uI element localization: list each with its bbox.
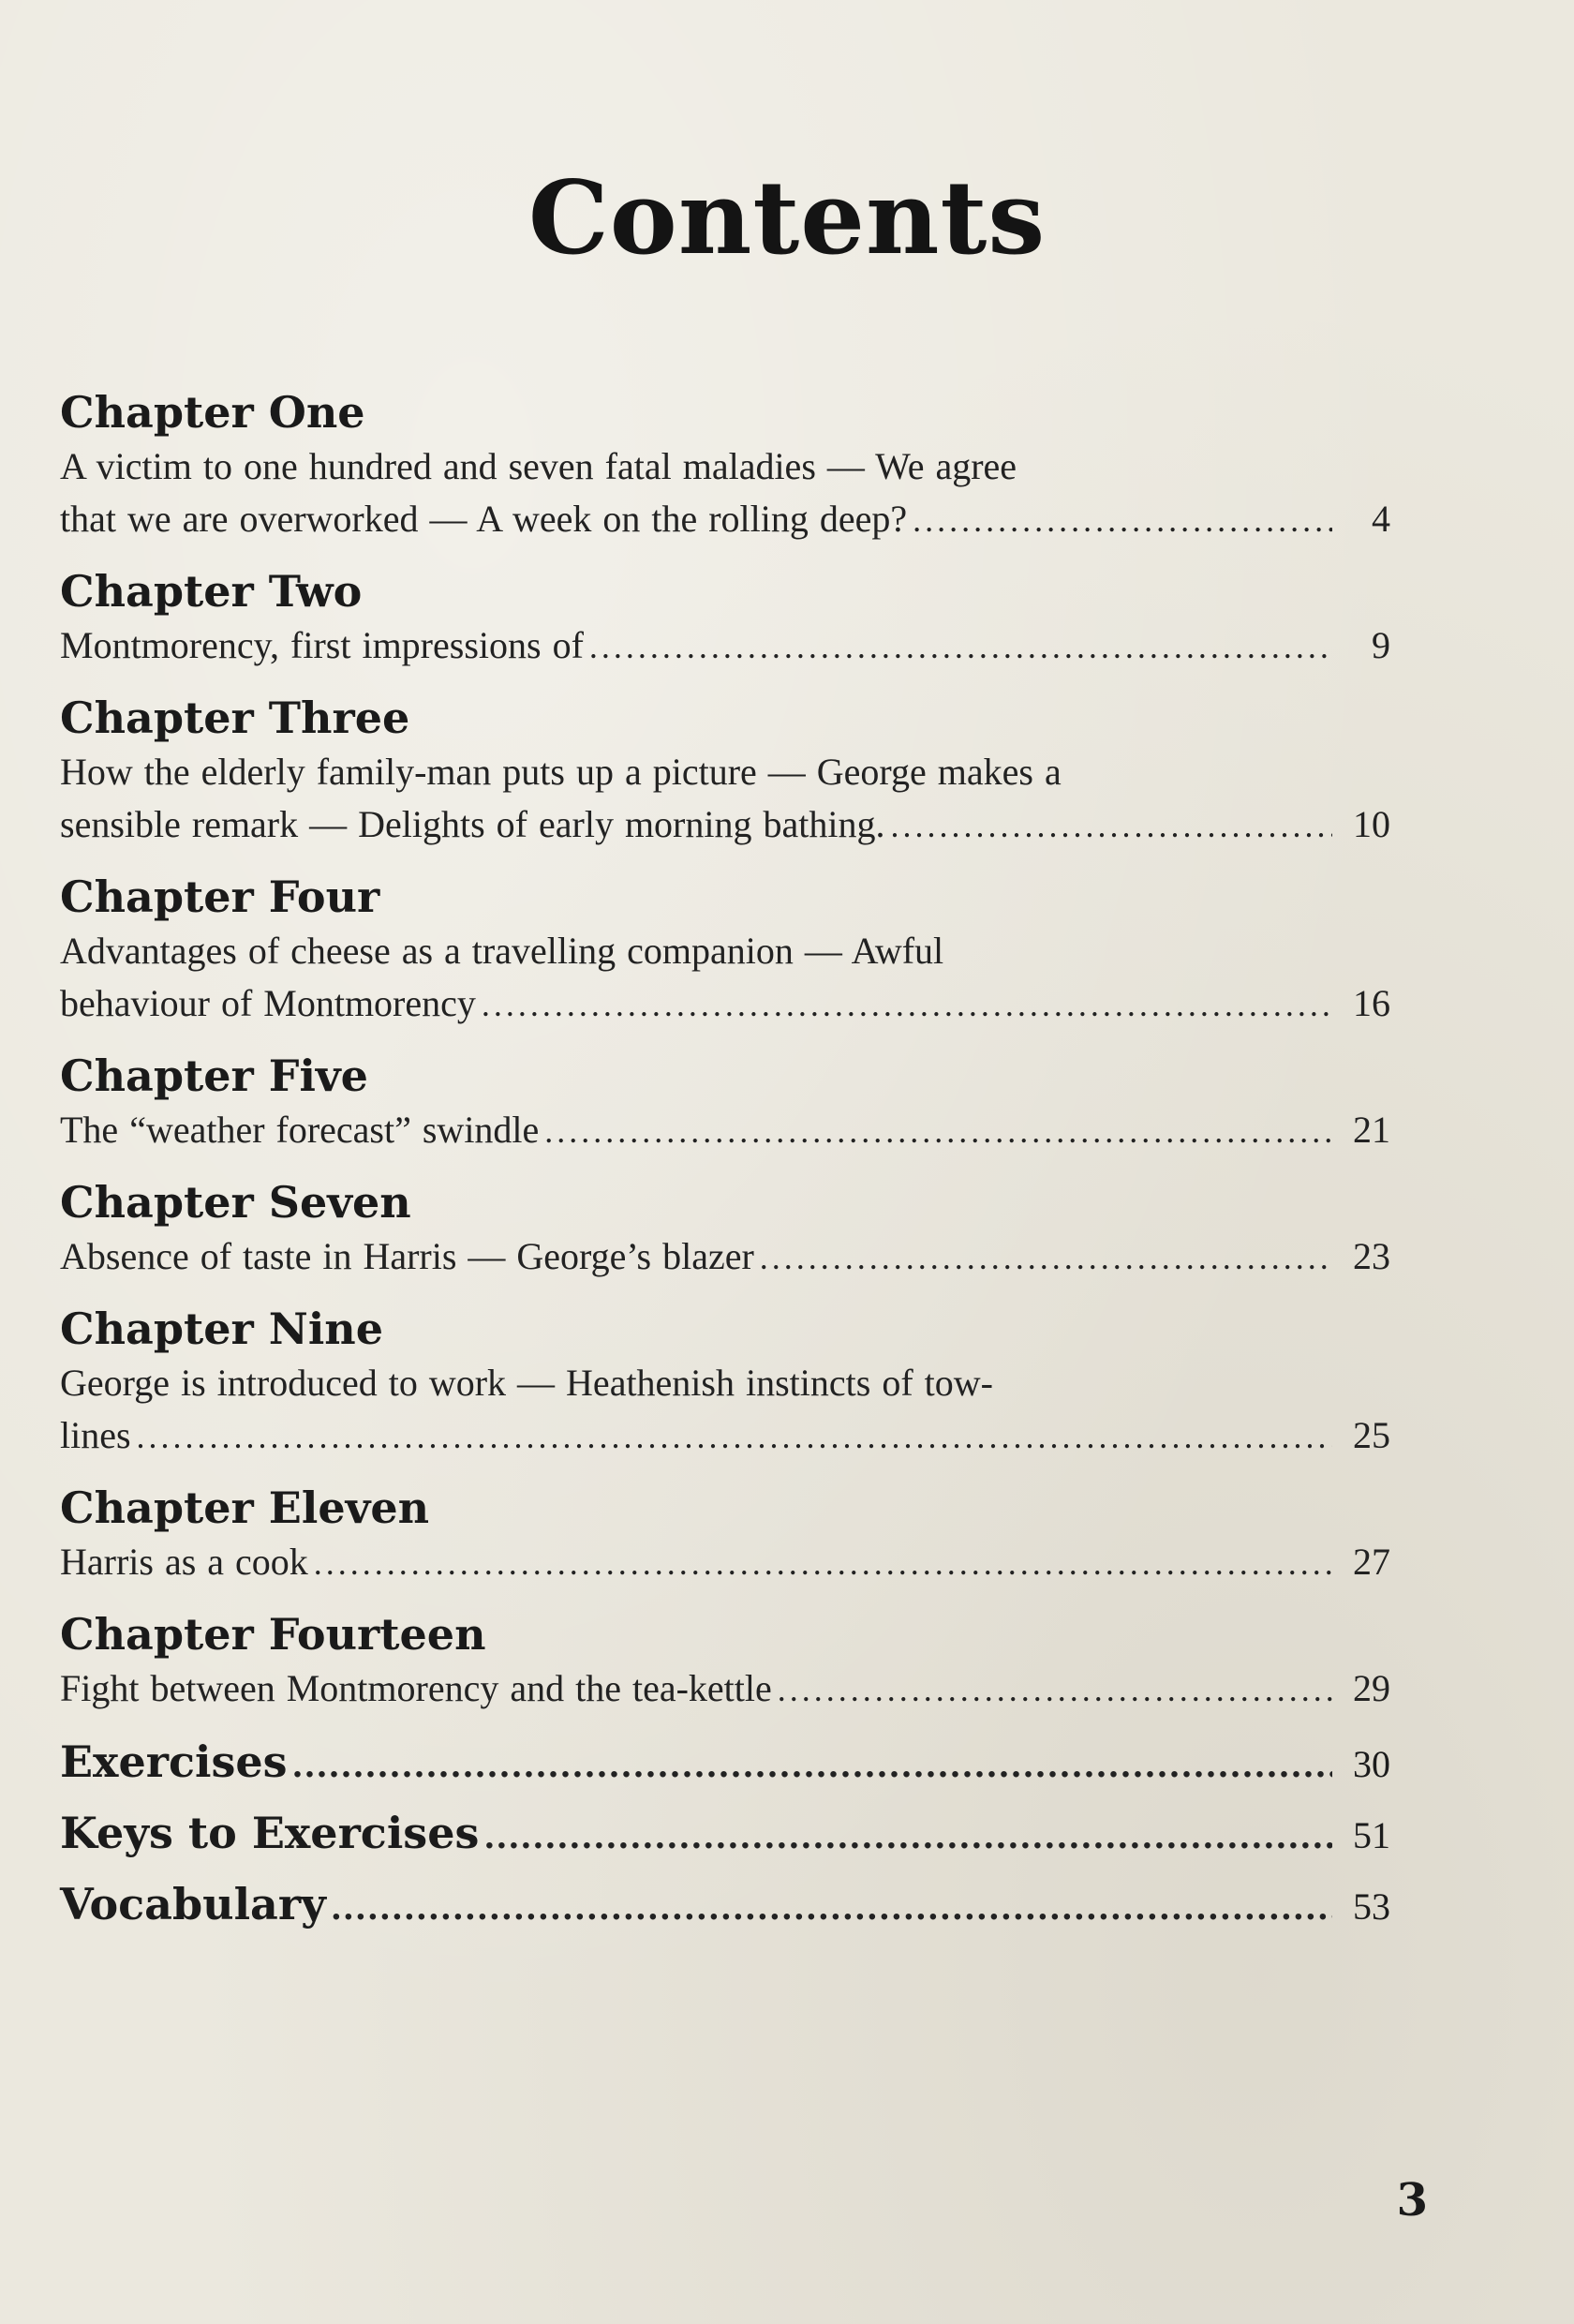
toc-chapter-one <box>60 384 1390 546</box>
page-number: 27 <box>1353 1541 1390 1583</box>
description-line: sensible remark — Delights of early morning bathing. <box>60 803 885 845</box>
page-number: 4 <box>1372 498 1390 540</box>
chapter-description <box>60 1662 1390 1716</box>
toc-entry-line[interactable] <box>60 977 1390 1031</box>
table-of-contents <box>60 384 1390 1948</box>
description-line: Absence of taste in Harris — George’s blazer <box>60 1235 754 1277</box>
dot-leader <box>760 1231 1332 1284</box>
chapter-description <box>60 440 1390 546</box>
toc-chapter-two <box>60 563 1390 673</box>
toc-chapter-seven <box>60 1174 1390 1284</box>
chapter-heading: Chapter Fourteen <box>60 1609 486 1660</box>
section-label: Exercises <box>60 1736 288 1787</box>
toc-chapter-fourteen <box>60 1606 1390 1716</box>
chapter-heading: Chapter One <box>60 387 365 438</box>
dot-leader <box>332 1885 1332 1929</box>
toc-chapter-five <box>60 1048 1390 1157</box>
page-number: 29 <box>1353 1667 1390 1709</box>
dot-leader <box>314 1537 1332 1589</box>
dot-leader <box>913 494 1332 546</box>
toc-section-vocabulary[interactable] <box>60 1879 1390 1929</box>
description-line: How the elderly family-man puts up a picture — George makes a <box>60 751 1062 793</box>
section-label: Keys to Exercises <box>60 1808 480 1858</box>
toc-chapter-four <box>60 869 1390 1031</box>
dot-leader <box>589 620 1332 673</box>
chapter-heading: Chapter Three <box>60 693 410 743</box>
page-title: Contents <box>527 159 1047 277</box>
description-line: The “weather forecast” swindle <box>60 1109 540 1151</box>
toc-section-keys-to-exercises[interactable] <box>60 1808 1390 1858</box>
chapter-description <box>60 1536 1390 1589</box>
page-number: 51 <box>1353 1814 1390 1856</box>
chapter-heading: Chapter Two <box>60 566 363 617</box>
toc-entry-line[interactable] <box>60 619 1390 673</box>
dot-leader <box>293 1742 1332 1786</box>
toc-entry-line[interactable] <box>60 1662 1390 1716</box>
description-line: Advantages of cheese as a travelling companion — Awful <box>60 930 944 972</box>
description-line: George is introduced to work — Heathenish instincts of tow- <box>60 1362 993 1404</box>
toc-chapter-nine <box>60 1301 1390 1463</box>
description-line: lines <box>60 1414 131 1456</box>
chapter-heading: Chapter Seven <box>60 1177 411 1228</box>
description-line: Montmorency, first impressions of <box>60 624 584 666</box>
dot-leader <box>544 1105 1332 1157</box>
page-number: 23 <box>1353 1235 1390 1277</box>
dot-leader <box>482 978 1332 1031</box>
chapter-heading: Chapter Five <box>60 1050 368 1101</box>
page-number: 25 <box>1353 1414 1390 1456</box>
dot-leader <box>778 1663 1332 1716</box>
page-number: 30 <box>1353 1743 1390 1785</box>
chapter-description <box>60 619 1390 673</box>
toc-entry-line[interactable] <box>60 1536 1390 1589</box>
chapter-description <box>60 1230 1390 1284</box>
chapter-description <box>60 925 1390 1031</box>
dot-leader <box>890 799 1332 852</box>
description-line: behaviour of Montmorency <box>60 982 476 1024</box>
toc-entry-line[interactable] <box>60 1104 1390 1157</box>
page-number: 21 <box>1353 1109 1390 1151</box>
dot-leader <box>484 1813 1332 1857</box>
toc-section-exercises[interactable] <box>60 1736 1390 1787</box>
toc-entry-line[interactable] <box>60 1230 1390 1284</box>
chapter-heading: Chapter Nine <box>60 1304 384 1354</box>
folio-page-number: 3 <box>1396 2174 1428 2227</box>
description-line: that we are overworked — A week on the rolling deep? <box>60 498 908 540</box>
description-line: A victim to one hundred and seven fatal maladies — We agree <box>60 445 1017 487</box>
chapter-description <box>60 746 1390 852</box>
page-number: 53 <box>1353 1885 1390 1928</box>
description-line: Fight between Montmorency and the tea-kettle <box>60 1667 772 1709</box>
toc-entry-line[interactable] <box>60 1409 1390 1463</box>
description-line: Harris as a cook <box>60 1541 308 1583</box>
page-number: 9 <box>1372 624 1390 666</box>
toc-entry-line[interactable] <box>60 798 1390 852</box>
chapter-heading: Chapter Eleven <box>60 1482 430 1533</box>
chapter-description <box>60 1104 1390 1157</box>
toc-entry-line[interactable] <box>60 493 1390 546</box>
chapter-heading: Chapter Four <box>60 872 380 922</box>
page-number: 10 <box>1353 803 1390 845</box>
toc-chapter-eleven <box>60 1480 1390 1589</box>
dot-leader <box>137 1410 1332 1463</box>
page-number: 16 <box>1353 982 1390 1024</box>
chapter-description <box>60 1357 1390 1463</box>
toc-chapter-three <box>60 690 1390 852</box>
section-label: Vocabulary <box>60 1879 326 1929</box>
